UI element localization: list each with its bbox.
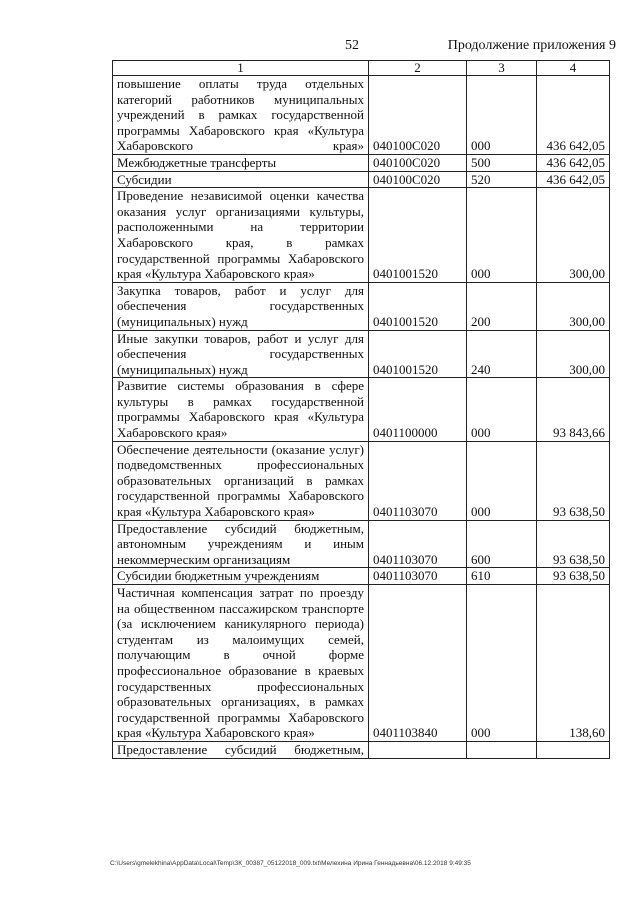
row-code: 0401001520 xyxy=(369,282,467,330)
row-kind: 200 xyxy=(467,282,537,330)
row-amount: 436 642,05 xyxy=(537,171,610,188)
row-amount xyxy=(537,741,610,758)
row-code xyxy=(369,741,467,758)
table-row xyxy=(113,585,610,742)
row-kind: 000 xyxy=(467,188,537,283)
row-name: Частичная компенсация затрат по проезду на общественном пассажирском транспорте (за исключением каникулярного периода) студентам из малоимущих семей, получающим в очной форме профессиональное образование в краевых государственных профессиональных образовательных организациях, в рамках государственной программы Хабаровского края «Культура Хабаровского края» xyxy=(113,585,369,742)
table-row xyxy=(113,568,610,585)
row-amount: 93 638,50 xyxy=(537,568,610,585)
row-code: 0401103070 xyxy=(369,568,467,585)
row-code: 0401103070 xyxy=(369,520,467,568)
row-kind: 610 xyxy=(467,568,537,585)
row-amount: 300,00 xyxy=(537,330,610,378)
table-row xyxy=(113,330,610,378)
row-code: 0401103070 xyxy=(369,441,467,520)
row-code: 040100С020 xyxy=(369,171,467,188)
table-row xyxy=(113,520,610,568)
row-kind: 500 xyxy=(467,154,537,171)
row-code: 040100С020 xyxy=(369,154,467,171)
row-name: Межбюджетные трансферты xyxy=(113,154,369,171)
row-code: 0401103840 xyxy=(369,585,467,742)
row-name: Закупка товаров, работ и услуг для обеспечения государственных (муниципальных) нужд xyxy=(113,282,369,330)
row-kind: 000 xyxy=(467,585,537,742)
table-row xyxy=(113,76,610,155)
table-row xyxy=(113,378,610,441)
continuation-title: Продолжение приложения 9 xyxy=(447,38,616,53)
row-amount: 93 638,50 xyxy=(537,441,610,520)
row-name: повышение оплаты труда отдельных категорий работников муниципальных учреждений в рамках государственной программы Хабаровского края «Культура Хабаровского края» xyxy=(113,76,369,155)
row-kind: 000 xyxy=(467,378,537,441)
footer-file-path: C:\Users\gmelekhina\AppData\Local\Temp\ЗК_00387_05122018_009.txt\Мелехина Ирина Геннадьевна\06.12.2018 9:49:35 xyxy=(110,860,471,867)
row-amount: 93 843,66 xyxy=(537,378,610,441)
table-row xyxy=(113,171,610,188)
column-header: 4 xyxy=(537,61,610,76)
table-row xyxy=(113,741,610,758)
row-amount: 138,60 xyxy=(537,585,610,742)
page-number: 52 xyxy=(345,38,359,53)
row-kind: 520 xyxy=(467,171,537,188)
budget-table xyxy=(112,60,610,759)
table-header-row xyxy=(113,61,610,76)
row-name: Субсидии бюджетным учреждениям xyxy=(113,568,369,585)
row-amount: 93 638,50 xyxy=(537,520,610,568)
row-code: 040100С020 xyxy=(369,76,467,155)
row-amount: 436 642,05 xyxy=(537,76,610,155)
row-code: 0401100000 xyxy=(369,378,467,441)
table-row xyxy=(113,188,610,283)
column-header: 1 xyxy=(113,61,369,76)
row-kind: 240 xyxy=(467,330,537,378)
row-amount: 300,00 xyxy=(537,188,610,283)
row-name: Предоставление субсидий бюджетным, xyxy=(113,741,369,758)
row-kind: 000 xyxy=(467,441,537,520)
row-name: Предоставление субсидий бюджетным, автономным учреждениям и иным некоммерческим организациям xyxy=(113,520,369,568)
row-kind: 600 xyxy=(467,520,537,568)
row-code: 0401001520 xyxy=(369,330,467,378)
column-header: 3 xyxy=(467,61,537,76)
table-row xyxy=(113,441,610,520)
row-kind: 000 xyxy=(467,76,537,155)
column-header: 2 xyxy=(369,61,467,76)
row-kind xyxy=(467,741,537,758)
row-name: Субсидии xyxy=(113,171,369,188)
row-amount: 436 642,05 xyxy=(537,154,610,171)
table-row xyxy=(113,154,610,171)
row-name: Иные закупки товаров, работ и услуг для обеспечения государственных (муниципальных) нужд xyxy=(113,330,369,378)
row-name: Обеспечение деятельности (оказание услуг) подведомственных профессиональных образовательных организаций в рамках государственной программы Хабаровского края «Культура Хабаровского края» xyxy=(113,441,369,520)
row-name: Проведение независимой оценки качества оказания услуг организациями культуры, расположенными на территории Хабаровского края, в рамках государственной программы Хабаровского края «Культура Хабаровского края» xyxy=(113,188,369,283)
row-amount: 300,00 xyxy=(537,282,610,330)
row-name: Развитие системы образования в сфере культуры в рамках государственной программы Хабаровского края «Культура Хабаровского края» xyxy=(113,378,369,441)
row-code: 0401001520 xyxy=(369,188,467,283)
table-row xyxy=(113,282,610,330)
